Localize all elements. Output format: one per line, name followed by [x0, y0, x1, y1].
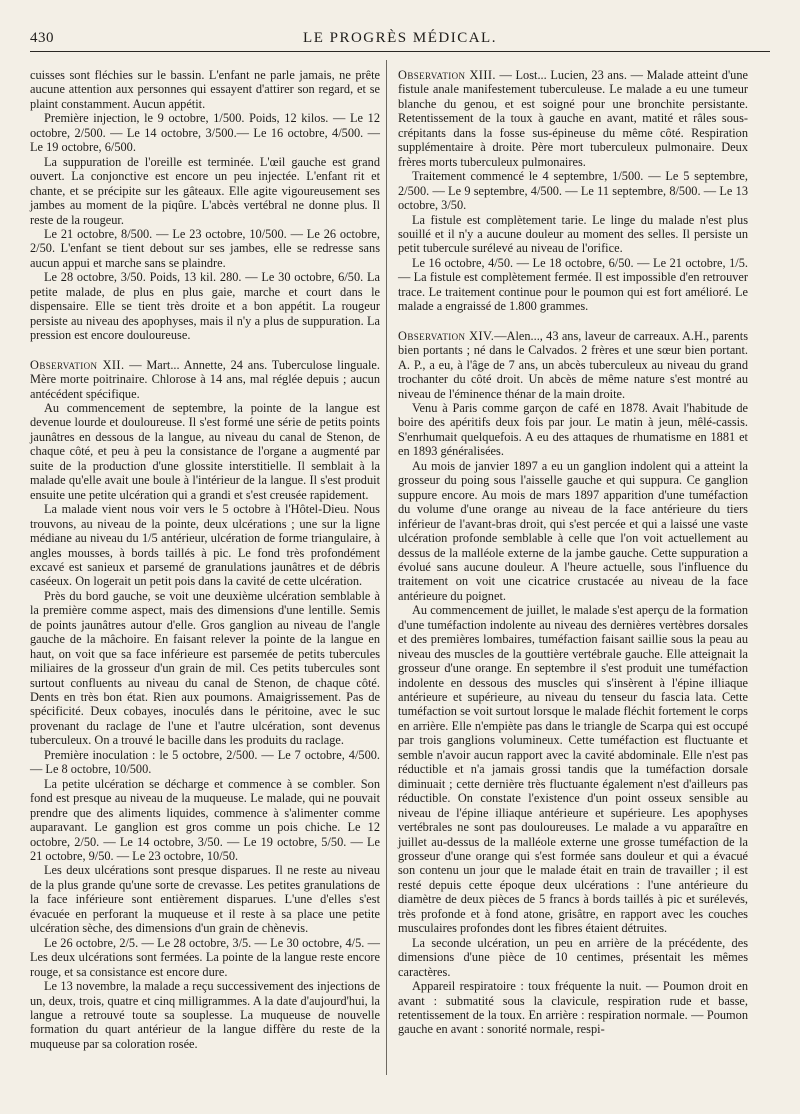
paragraph: cuisses sont fléchies sur le bassin. L'enfant ne parle jamais, ne prête aucune attention aux personnes qui essayent d'attirer son regard, et se plaint constamment. Aucun appétit. — [30, 68, 380, 111]
paragraph: Traitement commencé le 4 septembre, 1/500. — Le 5 septembre, 2/500. — Le 9 septembre, 4/500. — Le 11 septembre, 8/500. — Le 13 octobre, 3/50. — [398, 169, 748, 213]
observation-label: Observation XII. — [30, 357, 125, 372]
paragraph: La seconde ulcération, un peu en arrière de la précédente, des dimensions d'une pièce de 10 centimes, présentait les mêmes caractères. — [398, 935, 748, 979]
paragraph: Le 16 octobre, 4/50. — Le 18 octobre, 6/50. — Le 21 octobre, 1/5. — La fistule est complètement fermée. Il est impossible d'en retrouver trace. Le traitement continue pour le poumon qui est fort amélioré. Le malade a engraissé de 1.800 grammes. — [398, 255, 748, 314]
paragraph: Au commencement de juillet, le malade s'est aperçu de la formation d'une tuméfaction indolente au niveau des dernières vertèbres dorsales et des premières lombaires, tuméfaction faisant saillie sous la peau au niveau des muscles de la gouttière vertébrale gauche. Elle atteignait la grosseur d'une orange. En septembre il s'est produit une tuméfaction indolente en dessous des muscles qui s'insèrent à l'épine illiaque antérieure et supérieure, au niveau du tenseur du fascia lata. Cette tuméfaction se voit surtout lorsque le malade fléchit fortement le corps en arrière. Elle n'empiète pas dans le triangle de Scarpa qui est occupé par trois ganglions volumineux. Cette tuméfaction est fluctuante et semble n'avoir aucun rapport avec la cavité abdominale. Elle n'est pas réductible et n'a jamais grossi tandis que la tuméfaction dorsale diminuait ; cette dernière très fluctuante également n'est d'ailleurs pas réductible. On constate l'existence d'un point osseux sensible au niveau de l'épine illiaque antérieure et supérieure. Les apophyses vertébrales ne sont pas douloureuses. Le malade a vu apparaître en juillet au-dessus de la malléole externe une grosse tuméfaction de la grosseur d'une orange qui s'est formée sans douleur et qui a évacué son contenu un jour que le malade était en train de travailler ; il est resté depuis cette époque deux ulcérations : l'une antérieure du diamètre de deux pièces de 5 francs à bords taillés à pic et surélevés, très profonde et à fond atone, grisâtre, en rapport avec les couches musculaires profondes dont les fibres étaient détruites. — [398, 603, 748, 936]
paragraph: Le 13 novembre, la malade a reçu successivement des injections de un, deux, trois, quatre et cinq milligrammes. A la date d'aujourd'hui, la langue a retrouvé toute sa souplesse. La muqueuse de nouvelle formation du quart antérieur de la langue diffère du reste de la muqueuse par sa coloration rosée. — [30, 979, 380, 1051]
paragraph: Les deux ulcérations sont presque disparues. Il ne reste au niveau de la plus grande qu'une sorte de crevasse. Les petites granulations de la face inférieure sont entièrement disparues. L'une d'elles s'est évacuée en perforant la muqueuse et il reste à sa place une petite ulcération sèche, des dimensions d'un grain de chènevis. — [30, 863, 380, 936]
paragraph: Près du bord gauche, se voit une deuxième ulcération semblable à la première comme aspect, mais des dimensions d'une lentille. Semis de points jaunâtres autour d'elle. Gros ganglion au niveau de l'angle gauche de la mâchoire. En faisant relever la pointe de la langue en haut, on voit que sa face inférieure est parsemée de petits tubercules miliaires de la grosseur d'un grain de mil. Ces petits tubercules sont surtout confluents au niveau du canal de Stenon, de chaque côté. Dents en très bon état. Rien aux poumons. Amaigrissement. Pas de spécificité. Deux cobayes, inoculés dans le péritoine, avec le suc provenant du raclage de l'une et l'autre ulcération, sont devenus tuberculeux. On a trouvé le bacille dans les produits du raclage. — [30, 588, 380, 748]
journal-title: LE PROGRÈS MÉDICAL. — [303, 30, 497, 46]
paragraph: Au commencement de septembre, la pointe de la langue est devenue lourde et douloureuse. Il s'est formé une série de petits points jaunâtres en dessous de la langue, au niveau du canal de Stenon, de chaque côté, et peu à peu la consistance de l'organe a augmenté par suite de la production d'une glossite interstitielle. Il semblait à la malade qu'elle avait une boule à l'intérieur de la langue. Il s'est produit ensuite une petite ulcération qui a grandi et s'est creusée rapidement. — [30, 400, 380, 502]
left-column — [30, 68, 380, 1051]
page-header — [30, 30, 770, 52]
paragraph: Au mois de janvier 1897 a eu un ganglion indolent qui a atteint la grosseur du poing sous l'aisselle gauche et qui suppura. Ce ganglion suppure encore. Au mois de mars 1897 apparition d'une tuméfaction du volume d'une orange au niveau de la face antérieure du tiers inférieur de l'avant-bras droit, qui s'est percée et qui a laissé une vaste ulcération profonde semblable à celle que l'on voit actuellement au dessus de la malléole externe de la jambe gauche. Cette suppuration a évolué sans aucune douleur. A l'heure actuelle, sous l'influence du traitement on voit une cicatrice crustacée au niveau de la face antérieure du poignet. — [398, 458, 748, 603]
paragraph: La malade vient nous voir vers le 5 octobre à l'Hôtel-Dieu. Nous trouvons, au niveau de la pointe, deux ulcérations ; une sur la ligne médiane au niveau du 1/5 antérieur, ulcération de forme triangulaire, à angles mousses, à bords taillés à pic. Le fond très profondément excavé est sanieux et parsemé de granulations jaunâtres et de débris caséeux. On logerait un petit pois dans la cavité de cette ulcération. — [30, 502, 380, 589]
paragraph: Première injection, le 9 octobre, 1/500. Poids, 12 kilos. — Le 12 octobre, 2/500. — Le 14 octobre, 3/500.— Le 16 octobre, 4/500. — Le 19 octobre, 6/500. — [30, 111, 380, 155]
paragraph: La fistule est complètement tarie. Le linge du malade n'est plus souillé et il n'y a aucune douleur au moment des selles. Il persiste un petit tubercule surélevé au niveau de l'orifice. — [398, 212, 748, 256]
observation-13-heading — [398, 68, 748, 169]
observation-lead: — Lost... Lucien, 23 ans. — Malade atteint d'une fistule anale manifestement tuberculeuse. Le malade a eu une tumeur blanche du genou, et est soigné pour une bronchite persistante. Retentissement de la toux à gauche en avant, matité et râles sous-crépitants dans la fosse sus-épineuse du même côté. Respiration supplémentaire à droite. Père mort tuberculeux pulmonaire. Deux frères morts tuberculeux pulmonaires. — [398, 68, 749, 169]
observation-lead: —Alen..., 43 ans, laveur de carreaux. A.H., parents bien portants ; né dans le Calvados. 2 frères et une sœur bien portant. A. P., a eu, à l'âge de 7 ans, un abcès tuberculeux au niveau du grand trochanter du côté droit. Un abcès de même nature s'est montré au niveau de l'éminence thénar de la main droite. — [398, 328, 748, 401]
observation-14-heading — [398, 329, 748, 401]
observation-lead: — Mart... Annette, 24 ans. Tuberculose linguale. Mère morte poitrinaire. Chlorose à 14 ans, mal réglée depuis ; aucun antécédent spécifique. — [30, 357, 380, 401]
observation-label: Observation XIV. — [398, 328, 495, 343]
paragraph: La suppuration de l'oreille est terminée. L'œil gauche est grand ouvert. La conjonctive est encore un peu injectée. L'enfant rit et chante, et se précipite sur les gâteaux. Elle agite vigoureusement ses jambes au moment de la piqûre. L'abcès vertébral ne donne plus. Il reste de la rougeur. — [30, 154, 380, 227]
paragraph: Appareil respiratoire : toux fréquente la nuit. — Poumon droit en avant : submatité sous la clavicule, respiration rude et basse, retentissement de la toux. En arrière : respiration normale. — Poumon gauche en avant : sonorité normale, respi- — [398, 979, 748, 1037]
paragraph: La petite ulcération se décharge et commence à se combler. Son fond est presque au niveau de la muqueuse. Le malade, qui ne pouvait prendre que des aliments liquides, commence à s'alimenter comme auparavant. Le ganglion est gros comme un pois chiche. Le 12 octobre, 2/50. — Le 14 octobre, 3/50. — Le 19 octobre, 5/50. — Le 21 octobre, 9/50. — Le 23 octobre, 10/50. — [30, 776, 380, 864]
header-rule — [30, 51, 770, 52]
paragraph: Le 21 octobre, 8/500. — Le 23 octobre, 10/500. — Le 26 octobre, 2/50. L'enfant se tient debout sur ses jambes, elle se redresse sans aucun appui et marche sans se plaindre. — [30, 226, 380, 270]
column-divider — [386, 60, 387, 1075]
observation-label: Observation XIII. — [398, 68, 496, 82]
paragraph: Le 28 octobre, 3/50. Poids, 13 kil. 280. — Le 30 octobre, 6/50. La petite malade, de plus en plus gaie, marche et court dans le dispensaire. Elle se tient très droite et a bon appétit. La rougeur persiste au niveau des apophyses, mais il n'y a plus de suppuration. La pression est encore douloureuse. — [30, 270, 380, 343]
paragraph: Le 26 octobre, 2/5. — Le 28 octobre, 3/5. — Le 30 octobre, 4/5. — Les deux ulcérations sont fermées. La pointe de la langue reste encore rouge, et sa consistance est encore dure. — [30, 935, 380, 979]
right-column — [398, 68, 748, 1037]
paragraph: Venu à Paris comme garçon de café en 1878. Avait l'habitude de boire des apéritifs deux fois par jour. Le matin à jeun, mêlé-cassis. S'enrhumait quelquefois. A eu des attaques de rhumatisme en 1881 et en 1893 généralisées. — [398, 400, 748, 459]
paragraph: Première inoculation : le 5 octobre, 2/500. — Le 7 octobre, 4/500. — Le 8 octobre, 10/500. — [30, 747, 380, 777]
observation-12-heading — [30, 358, 380, 401]
page-number: 430 — [30, 30, 54, 46]
